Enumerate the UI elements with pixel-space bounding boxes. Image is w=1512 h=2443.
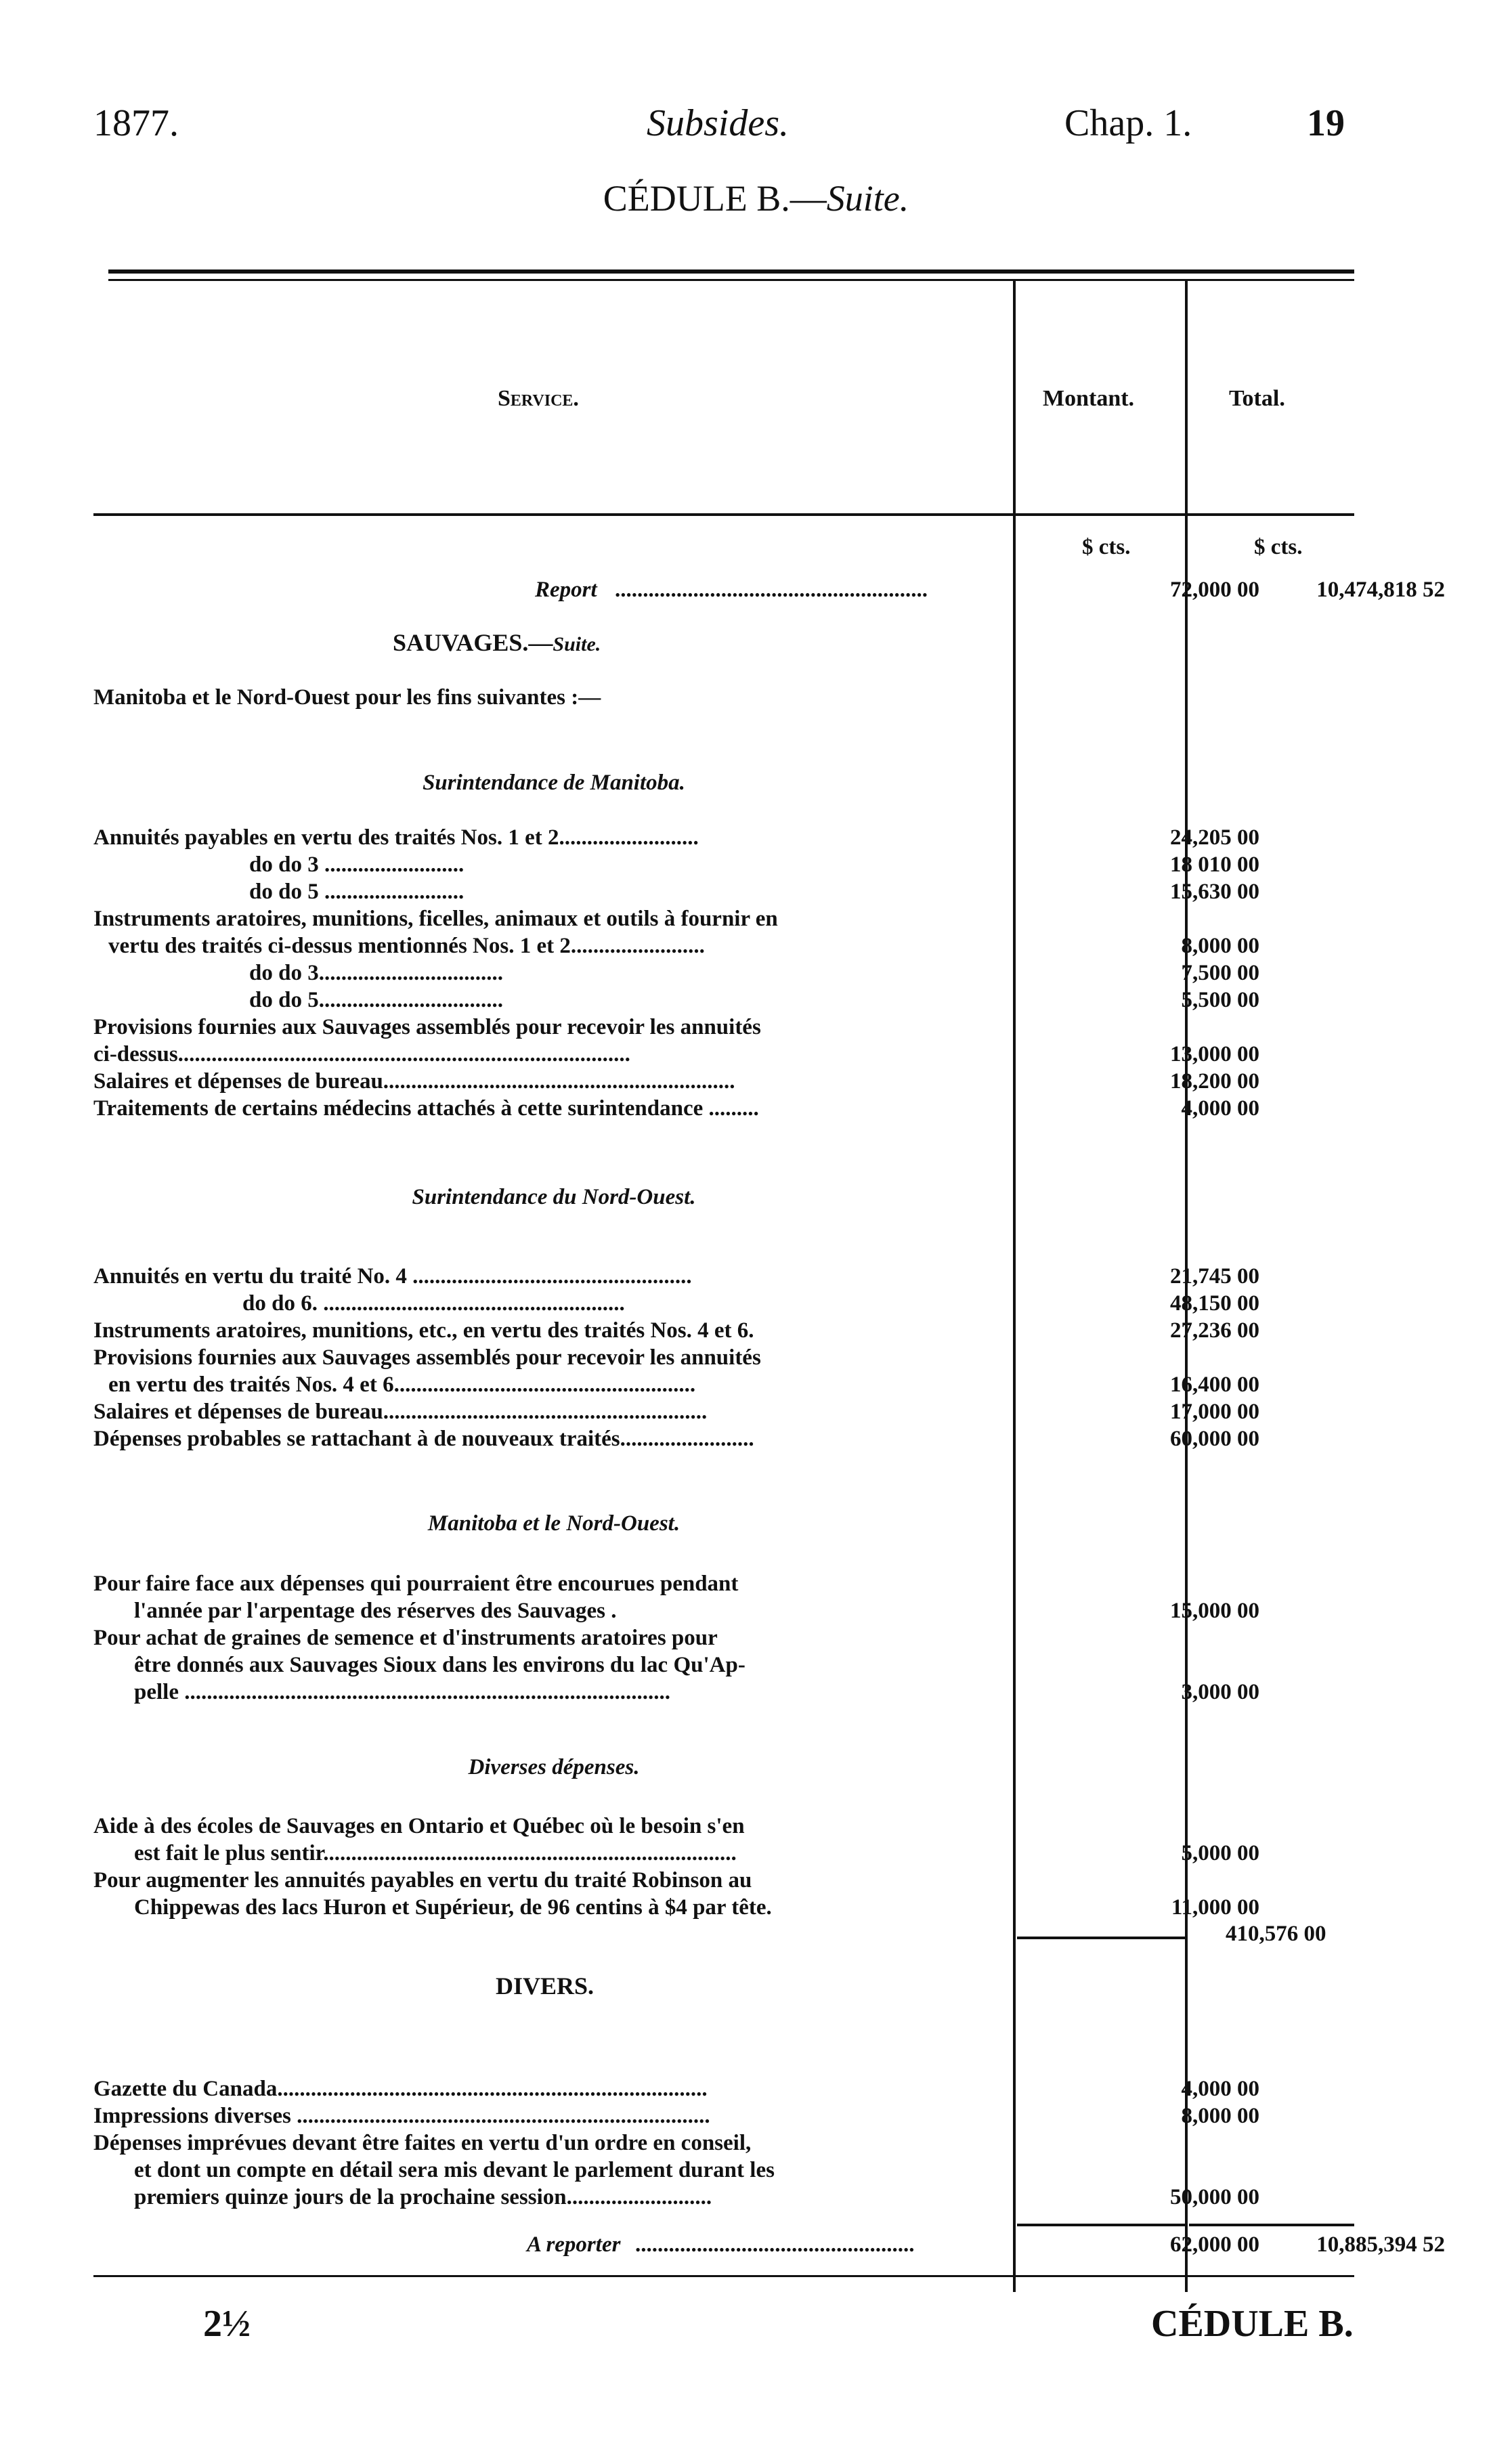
diverses-line <box>93 1867 1338 1894</box>
montant-units: $ cts. <box>1082 535 1131 559</box>
diverses-line-text: Aide à des écoles de Sauvages en Ontario et Québec où le besoin s'en <box>93 1814 745 1838</box>
nordouest-line <box>93 1263 1338 1290</box>
header-underline <box>93 513 1354 516</box>
divers-heading: DIVERS. <box>496 1972 595 1999</box>
manitoba-line-amount: 18,200 00 <box>1170 1069 1259 1094</box>
manitoba-line <box>93 1041 1338 1068</box>
report-total: 10,474,818 52 <box>1316 578 1445 602</box>
column-header-total: Total. <box>1229 386 1285 411</box>
diverses-heading: Diverses dépenses. <box>468 1755 640 1779</box>
nordouest-line-amount: 27,236 00 <box>1170 1318 1259 1343</box>
header-section: Subsides. <box>647 102 789 144</box>
manitoba_no-line-text: pelle ....................................................................................... <box>134 1680 670 1704</box>
divers-line <box>93 2076 1338 2102</box>
subtotal-rule <box>1017 1937 1185 1939</box>
report-dots: ........................................................ <box>615 578 928 602</box>
manitoba-line-text: do do 3 ......................... <box>249 852 465 877</box>
manitoba-line-amount: 15,630 00 <box>1170 880 1259 904</box>
header-year: 1877. <box>93 102 179 144</box>
manitoba_no-line <box>93 1571 1338 1597</box>
manitoba-heading: Surintendance de Manitoba. <box>423 771 685 795</box>
divers-line-amount: 50,000 00 <box>1170 2185 1259 2209</box>
page-title <box>0 177 1512 219</box>
diverses-line-amount: 11,000 00 <box>1171 1895 1259 1920</box>
report-label: Report <box>535 578 597 602</box>
divers-line-amount: 8,000 00 <box>1181 2104 1259 2128</box>
footer-signature: 2½ <box>203 2303 251 2345</box>
manitoba-nordouest-heading: Manitoba et le Nord-Ouest. <box>427 1511 681 1536</box>
manitoba-line-text: vertu des traités ci-dessus mentionnés Nos. 1 et 2........................ <box>108 934 705 958</box>
top-rule <box>108 269 1354 274</box>
nordouest-line-amount: 16,400 00 <box>1170 1372 1259 1397</box>
manitoba_no-line-text: Pour faire face aux dépenses qui pourraient être encourues pendant <box>93 1572 739 1596</box>
manitoba-line <box>93 852 1338 878</box>
manitoba-line-text: do do 5................................. <box>249 988 503 1012</box>
nordouest-line-text: Dépenses probables se rattachant à de nouveaux traités........................ <box>93 1427 754 1451</box>
a-reporter-montant: 62,000 00 <box>1170 2232 1259 2257</box>
nordouest-line-text: do do 6. ...................................................... <box>242 1291 625 1316</box>
nordouest-line-text: Salaires et dépenses de bureau.......................................................... <box>93 1400 708 1424</box>
diverses-line-amount: 5,000 00 <box>1181 1841 1259 1865</box>
diverses-line <box>93 1813 1338 1840</box>
title-main: CÉDULE B.— <box>603 178 827 219</box>
manitoba-line <box>93 1096 1338 1122</box>
a-reporter-total: 10,885,394 52 <box>1316 2232 1445 2257</box>
manitoba_no-line-amount: 15,000 00 <box>1170 1599 1259 1623</box>
divers-line-text: premiers quinze jours de la prochaine session.......................... <box>134 2185 712 2209</box>
manitoba-line <box>93 960 1338 987</box>
nordouest-line-amount: 48,150 00 <box>1170 1291 1259 1316</box>
divers-line-amount: 4,000 00 <box>1181 2077 1259 2101</box>
manitoba-line <box>93 1068 1338 1095</box>
sauvages-heading-text: SAUVAGES.— <box>393 629 553 656</box>
manitoba-line-amount: 4,000 00 <box>1181 1096 1259 1121</box>
divers-line <box>93 2130 1338 2157</box>
nordouest-line-text: Provisions fournies aux Sauvages assemblés pour recevoir les annuités <box>93 1345 761 1370</box>
a-reporter-dots: .................................................. <box>635 2232 915 2257</box>
diverses-line <box>93 1840 1338 1867</box>
manitoba-line-amount: 7,500 00 <box>1181 961 1259 985</box>
diverses-line-text: Chippewas des lacs Huron et Supérieur, de 96 centins à $4 par tête. <box>134 1895 772 1920</box>
divers-line <box>93 2157 1338 2184</box>
report-row <box>93 577 1445 603</box>
manitoba-line-text: Salaires et dépenses de bureau............................................................... <box>93 1069 735 1094</box>
nordouest-heading: Surintendance du Nord-Ouest. <box>412 1185 696 1209</box>
divers-line-text: Gazette du Canada............................................................................. <box>93 2077 708 2101</box>
manitoba_no-line-text: l'année par l'arpentage des réserves des Sauvages . <box>134 1599 617 1623</box>
nordouest-line-amount: 17,000 00 <box>1170 1400 1259 1424</box>
manitoba-line <box>93 1014 1338 1041</box>
manitoba_no-line-text: Pour achat de graines de semence et d'instruments aratoires pour <box>93 1626 718 1650</box>
title-suite: Suite. <box>826 178 909 219</box>
nordouest-line-amount: 60,000 00 <box>1170 1427 1259 1451</box>
nordouest-line-text: en vertu des traités Nos. 4 et 6...................................................... <box>108 1372 696 1397</box>
divers-line <box>93 2103 1338 2129</box>
column-header-service: Service. <box>498 386 579 411</box>
divers-line-text: Dépenses imprévues devant être faites en vertu d'un ordre en conseil, <box>93 2131 752 2155</box>
column-header-montant: Montant. <box>1043 386 1135 411</box>
divers-line-text: Impressions diverses .......................................................................... <box>93 2104 710 2128</box>
manitoba-line-text: Instruments aratoires, munitions, ficelles, animaux et outils à fournir en <box>93 907 778 931</box>
manitoba-line-text: Provisions fournies aux Sauvages assemblés pour recevoir les annuités <box>93 1015 761 1039</box>
total-final-rule <box>1189 2224 1354 2226</box>
bottom-rule <box>93 2275 1354 2277</box>
nordouest-line-text: Instruments aratoires, munitions, etc., en vertu des traités Nos. 4 et 6. <box>93 1318 754 1343</box>
nordouest-line <box>93 1345 1338 1371</box>
manitoba_no-line <box>93 1625 1338 1651</box>
manitoba-line-text: do do 3................................. <box>249 961 503 985</box>
manitoba-line-text: ci-dessus................................................................................. <box>93 1042 630 1066</box>
manitoba-line-text: Traitements de certains médecins attachés à cette surintendance ......... <box>93 1096 759 1121</box>
nordouest-line <box>93 1399 1338 1425</box>
diverses-line-text: Pour augmenter les annuités payables en vertu du traité Robinson au <box>93 1868 752 1893</box>
report-montant: 72,000 00 <box>1170 578 1259 602</box>
manitoba_no-line <box>93 1598 1338 1624</box>
manitoba_no-line <box>93 1679 1338 1706</box>
manitoba-line-amount: 24,205 00 <box>1170 825 1259 850</box>
manitoba-line <box>93 906 1338 932</box>
top-rule-thin <box>108 279 1354 281</box>
sauvages-heading <box>393 628 601 657</box>
divers-line-text: et dont un compte en détail sera mis devant le parlement durant les <box>134 2158 775 2182</box>
nordouest-line-text: Annuités en vertu du traité No. 4 .................................................. <box>93 1264 692 1289</box>
nordouest-line-amount: 21,745 00 <box>1170 1264 1259 1289</box>
nordouest-line <box>93 1291 1338 1317</box>
header-chapter: Chap. 1. <box>1064 102 1192 144</box>
a-reporter-row <box>93 2232 1445 2258</box>
manitoba-line <box>93 825 1338 851</box>
sauvages-subtotal: 410,576 00 <box>1226 1922 1326 1946</box>
manitoba-line <box>93 987 1338 1014</box>
footer-next-title: CÉDULE B. <box>1151 2303 1354 2345</box>
diverses-line-text: est fait le plus sentir.......................................................................... <box>134 1841 737 1865</box>
sauvages-suite: Suite. <box>553 633 601 655</box>
manitoba-line <box>93 933 1338 959</box>
manitoba-line-text: Annuités payables en vertu des traités Nos. 1 et 2......................... <box>93 825 699 850</box>
manitoba-line <box>93 879 1338 905</box>
manitoba-line-text: do do 5 ......................... <box>249 880 465 904</box>
nordouest-line <box>93 1372 1338 1398</box>
montant-final-rule <box>1017 2224 1185 2226</box>
nordouest-line <box>93 1318 1338 1344</box>
manitoba-line-amount: 13,000 00 <box>1170 1042 1259 1066</box>
nordouest-line <box>93 1426 1338 1452</box>
total-units: $ cts. <box>1254 535 1303 559</box>
manitoba_no-line <box>93 1652 1338 1679</box>
manitoba-line-amount: 18 010 00 <box>1170 852 1259 877</box>
header-page-number: 19 <box>1307 102 1345 144</box>
sauvages-intro: Manitoba et le Nord-Ouest pour les fins suivantes :— <box>93 685 601 710</box>
a-reporter-label: A reporter <box>527 2232 621 2257</box>
divers-line <box>93 2184 1338 2211</box>
manitoba-line-amount: 8,000 00 <box>1181 934 1259 958</box>
diverses-line <box>93 1895 1338 1921</box>
manitoba_no-line-text: être donnés aux Sauvages Sioux dans les environs du lac Qu'Ap- <box>134 1653 746 1677</box>
manitoba-line-amount: 5,500 00 <box>1181 988 1259 1012</box>
manitoba_no-line-amount: 3,000 00 <box>1181 1680 1259 1704</box>
